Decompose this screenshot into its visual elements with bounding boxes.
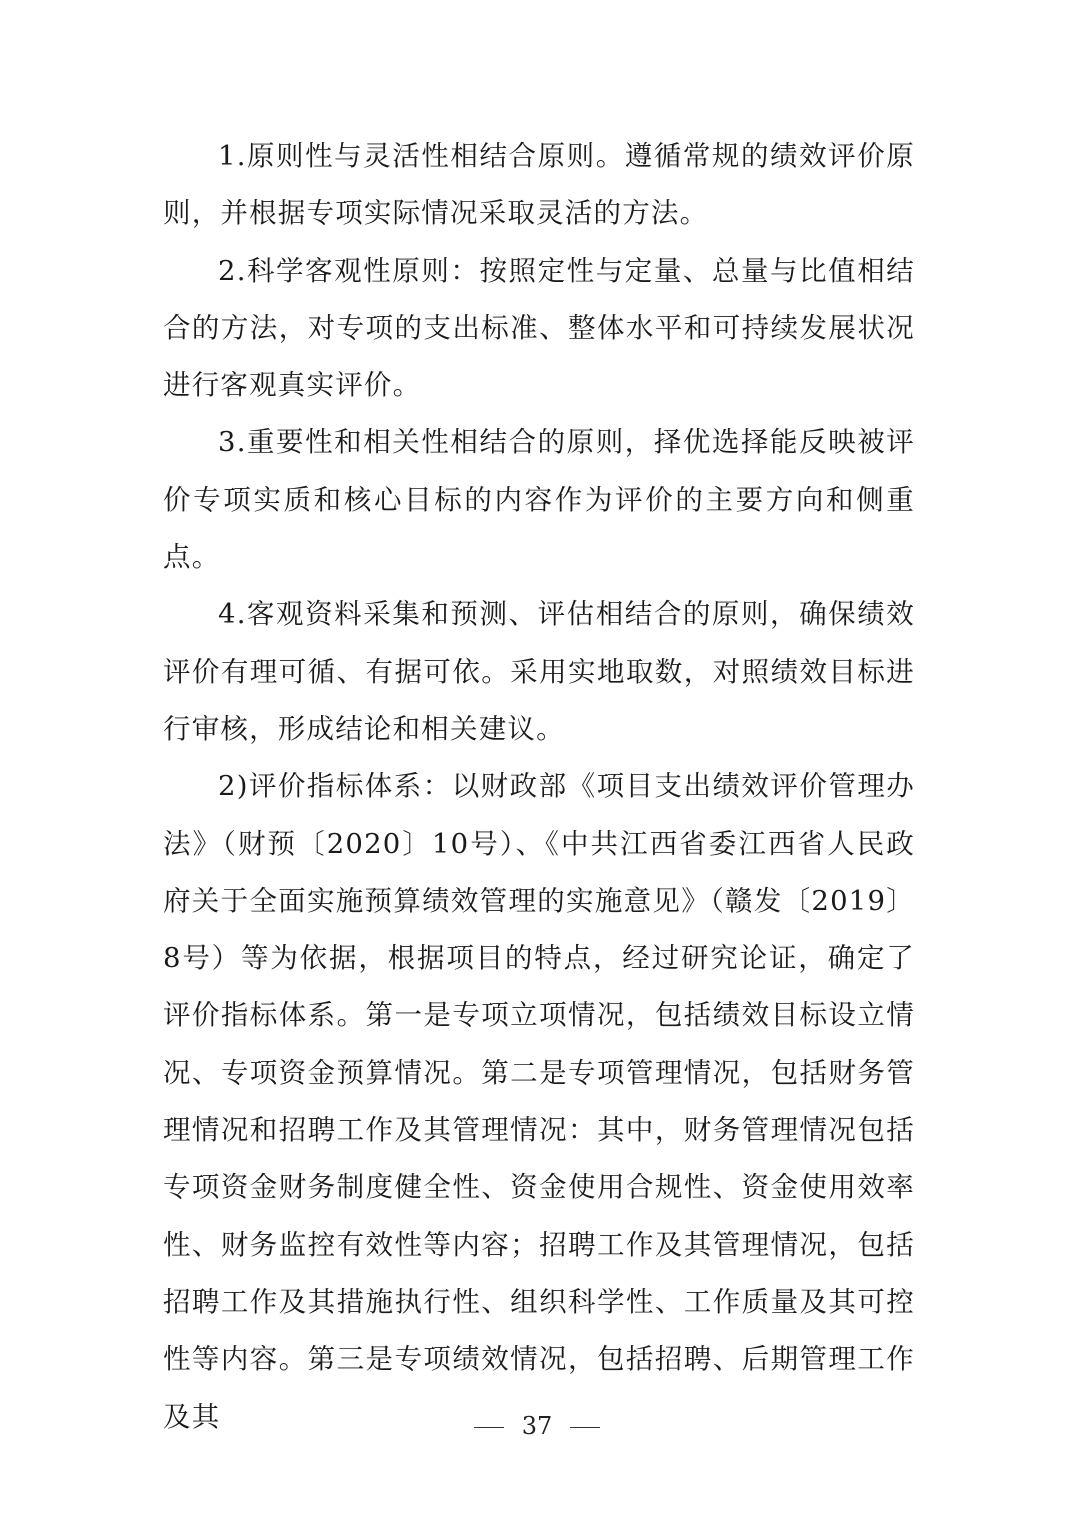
paragraph-principle-1: 1.原则性与灵活性相结合原则。遵循常规的绩效评价原则，并根据专项实际情况采取灵活的方法。: [163, 140, 915, 230]
footer-dash-left: [474, 1427, 504, 1428]
page-footer: [0, 1411, 1074, 1441]
paragraph-principle-3: 3.重要性和相关性相结合的原则，择优选择能反映被评价专项实质和核心目标的内容作为评价的主要方向和侧重点。: [163, 426, 915, 574]
body-text: [163, 128, 915, 1446]
paragraph-principle-2: 2.科学客观性原则：按照定性与定量、总量与比值相结合的方法，对专项的支出标准、整体水平和可持续发展状况进行客观真实评价。: [163, 254, 915, 402]
footer-dash-right: [570, 1427, 600, 1428]
paragraph-indicator-system: 2)评价指标体系：以财政部《项目支出绩效评价管理办法》（财预〔2020〕10号）、《中共江西省委江西省人民政府关于全面实施预算绩效管理的实施意见》（赣发〔2019〕8号）等为依据，根据项目的特点，经过研究论证，确定了评价指标体系。第一是专项立项情况，包括绩效目标设立情况、专项资金预算情况。第二是专项管理情况，包括财务管理情况和招聘工作及其管理情况：其中，财务管理情况包括专项资金财务制度健全性、资金使用合规性、资金使用效率性、财务监控有效性等内容；招聘工作及其管理情况，包括招聘工作及其措施执行性、组织科学性、工作质量及其可控性等内容。第三是专项绩效情况，包括招聘、后期管理工作及其: [163, 770, 915, 1433]
paragraph-principle-4: 4.客观资料采集和预测、评估相结合的原则，确保绩效评价有理可循、有据可依。采用实地取数，对照绩效目标进行审核，形成结论和相关建议。: [163, 598, 915, 745]
page-number: 37: [521, 1412, 553, 1440]
